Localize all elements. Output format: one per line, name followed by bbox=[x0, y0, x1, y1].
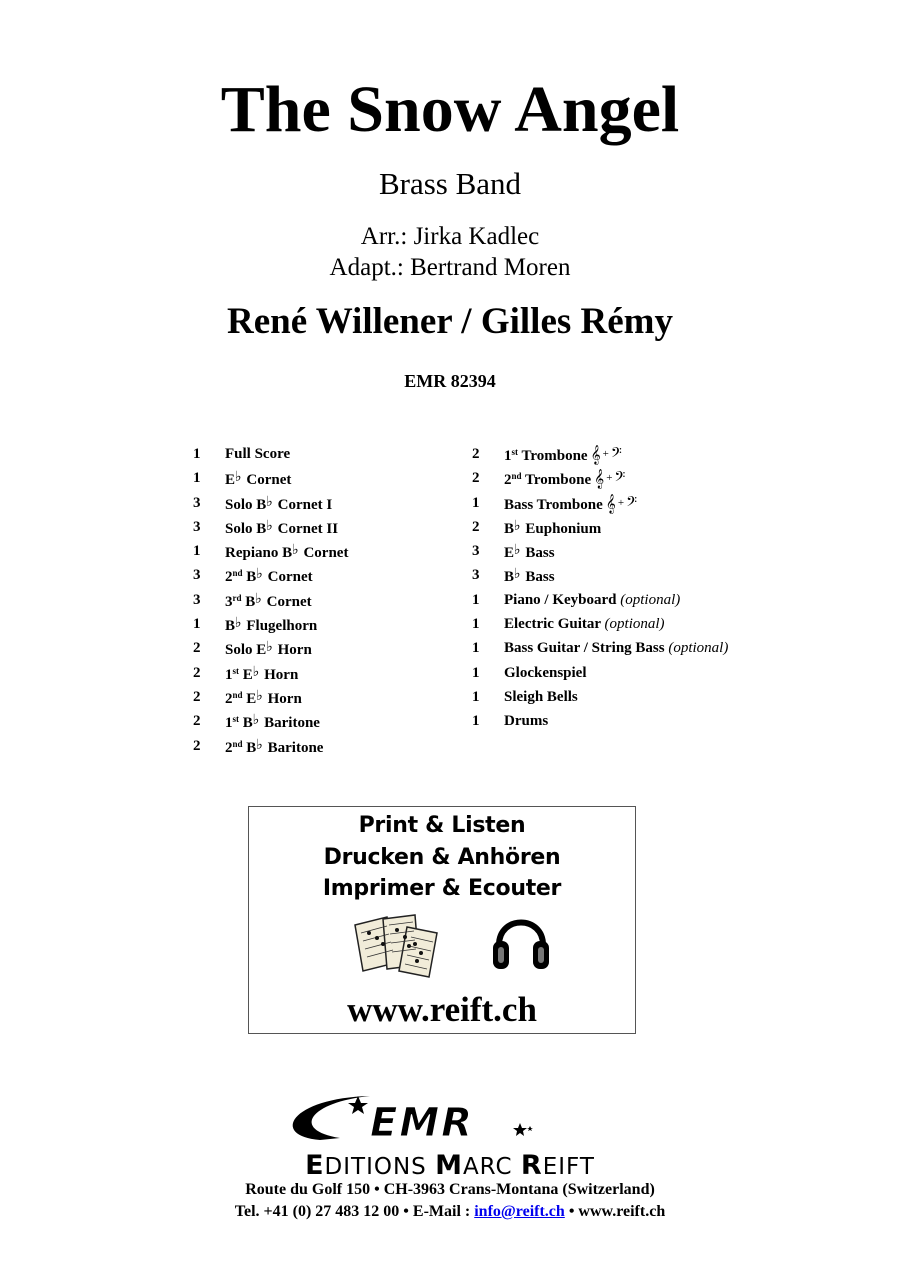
ordinal-suffix: nd bbox=[232, 689, 243, 700]
composers: René Willener / Gilles Rémy bbox=[226, 301, 673, 342]
part-quantity: 1 bbox=[193, 616, 201, 633]
part-name bbox=[225, 493, 453, 517]
part-row bbox=[472, 614, 792, 638]
flat-symbol: ♭ bbox=[255, 591, 262, 607]
part-name bbox=[504, 663, 792, 687]
part-name-text: Repiano B bbox=[225, 545, 293, 562]
part-quantity: 2 bbox=[472, 518, 480, 535]
sheet-music-icon bbox=[349, 911, 445, 979]
optional-note: (optional) bbox=[620, 591, 681, 608]
part-name bbox=[504, 711, 792, 735]
part-name-text: Horn bbox=[263, 690, 302, 707]
part-name-text: Piano / Keyboard bbox=[504, 591, 621, 608]
ordinal-suffix: st bbox=[232, 665, 239, 676]
part-row bbox=[472, 444, 792, 468]
part-quantity: 3 bbox=[472, 543, 480, 560]
part-name-text: E bbox=[239, 666, 253, 683]
part-name-text: 2 bbox=[225, 690, 233, 707]
part-name bbox=[225, 687, 453, 711]
part-quantity: 2 bbox=[193, 737, 201, 754]
publisher-part-1: DITIONS bbox=[324, 1154, 436, 1180]
part-row bbox=[193, 638, 453, 662]
part-name-text: B bbox=[242, 569, 257, 586]
part-name-text: Cornet bbox=[262, 593, 312, 610]
part-row bbox=[193, 493, 453, 517]
part-quantity: 1 bbox=[472, 664, 480, 681]
publisher-contact bbox=[0, 1202, 900, 1222]
optional-note: (optional) bbox=[668, 640, 729, 657]
email-link[interactable]: info@reift.ch bbox=[474, 1203, 565, 1220]
part-name-text: Bass bbox=[521, 545, 555, 562]
ordinal-suffix: st bbox=[232, 714, 239, 725]
part-name-text: Cornet bbox=[263, 569, 313, 586]
optional-note: (optional) bbox=[604, 616, 665, 633]
flat-symbol: ♭ bbox=[514, 567, 521, 583]
headphones-icon bbox=[489, 907, 553, 975]
part-name bbox=[504, 590, 792, 614]
flat-symbol: ♭ bbox=[266, 494, 273, 510]
clefs bbox=[606, 494, 637, 513]
part-quantity: 2 bbox=[472, 446, 480, 462]
adapter-credit: Adapt.: Bertrand Moren bbox=[329, 254, 571, 281]
part-name-text: 1 bbox=[225, 715, 233, 732]
part-name-text: B bbox=[504, 569, 515, 586]
part-row bbox=[193, 468, 453, 492]
instrumentation-subtitle: Brass Band bbox=[378, 166, 522, 201]
part-row bbox=[472, 517, 792, 541]
ordinal-suffix: st bbox=[511, 447, 518, 457]
part-quantity: 3 bbox=[193, 591, 201, 608]
publisher-part-2: ARC bbox=[462, 1154, 521, 1180]
flat-symbol: ♭ bbox=[514, 543, 521, 559]
part-name bbox=[504, 565, 792, 589]
part-quantity: 1 bbox=[193, 543, 201, 560]
part-name-text: Baritone bbox=[260, 715, 320, 732]
part-quantity: 2 bbox=[193, 713, 201, 730]
part-name bbox=[225, 517, 453, 541]
part-name-text: Cornet I bbox=[273, 496, 333, 513]
clefs bbox=[594, 469, 625, 488]
part-quantity: 1 bbox=[472, 591, 480, 608]
part-name bbox=[225, 736, 453, 760]
part-name bbox=[225, 614, 453, 638]
promo-line-fr: Imprimer & Ecouter bbox=[322, 876, 562, 901]
flat-symbol: ♭ bbox=[514, 518, 521, 534]
part-name bbox=[504, 687, 792, 711]
flat-symbol: ♭ bbox=[256, 737, 263, 753]
part-row bbox=[472, 590, 792, 614]
part-name bbox=[225, 468, 453, 492]
part-name bbox=[504, 468, 792, 492]
part-name bbox=[225, 638, 453, 662]
part-quantity: 2 bbox=[193, 640, 201, 657]
part-quantity: 3 bbox=[193, 494, 201, 511]
part-name-text: 1 bbox=[504, 448, 512, 464]
emr-logo bbox=[250, 1090, 550, 1148]
publisher-initial-e: E bbox=[305, 1150, 325, 1181]
part-name-text: Baritone bbox=[263, 739, 324, 756]
flat-symbol: ♭ bbox=[256, 688, 263, 704]
promo-line-en: Print & Listen bbox=[358, 813, 526, 838]
part-name-text: E bbox=[504, 545, 515, 562]
part-name bbox=[504, 517, 792, 541]
plus-sign: + bbox=[617, 496, 625, 509]
part-name-text: E bbox=[242, 690, 257, 707]
part-name bbox=[504, 614, 792, 638]
part-name bbox=[225, 590, 453, 614]
part-name-text: Horn bbox=[273, 642, 312, 659]
flat-symbol: ♭ bbox=[252, 713, 260, 729]
part-name-text: 2 bbox=[504, 472, 512, 489]
part-row bbox=[472, 711, 792, 735]
part-quantity: 1 bbox=[472, 713, 480, 730]
part-quantity: 2 bbox=[193, 688, 201, 705]
part-row bbox=[472, 663, 792, 687]
promo-line-de: Drucken & Anhören bbox=[323, 845, 561, 870]
part-name-text: Cornet bbox=[242, 472, 292, 489]
part-row bbox=[472, 638, 792, 662]
part-name bbox=[504, 444, 792, 468]
part-name-text: Trombone bbox=[521, 472, 592, 489]
part-name-text: Bass Trombone bbox=[504, 496, 603, 513]
part-quantity: 3 bbox=[193, 567, 201, 584]
part-name-text: Drums bbox=[504, 713, 549, 730]
part-row bbox=[193, 541, 453, 565]
part-name-text: E bbox=[225, 472, 236, 489]
part-name bbox=[504, 638, 792, 662]
part-name-text: 2 bbox=[225, 739, 233, 756]
part-name bbox=[225, 663, 453, 687]
part-row bbox=[193, 565, 453, 589]
publisher-part-3: EIFT bbox=[542, 1154, 595, 1180]
part-name-text: B bbox=[242, 739, 257, 756]
part-quantity: 1 bbox=[472, 494, 480, 511]
part-name bbox=[225, 711, 453, 735]
part-row bbox=[193, 517, 453, 541]
part-name-text: 2 bbox=[225, 569, 233, 586]
ordinal-suffix: nd bbox=[232, 568, 243, 579]
part-quantity: 1 bbox=[193, 446, 201, 462]
part-name-text: Horn bbox=[260, 666, 299, 683]
treble-clef-icon: 𝄞 bbox=[594, 469, 605, 489]
ordinal-suffix: nd bbox=[511, 471, 522, 482]
ordinal-suffix: nd bbox=[232, 738, 243, 749]
ordinal-suffix: rd bbox=[232, 592, 242, 603]
publisher-name bbox=[0, 1150, 900, 1181]
flat-symbol: ♭ bbox=[256, 567, 263, 583]
plus-sign: + bbox=[602, 448, 609, 460]
part-name-text: Electric Guitar bbox=[504, 616, 605, 633]
part-row bbox=[193, 687, 453, 711]
part-name-text: 1 bbox=[225, 666, 233, 683]
part-name bbox=[504, 493, 792, 517]
part-name bbox=[225, 541, 453, 565]
part-quantity: 1 bbox=[472, 640, 480, 657]
bass-clef-icon: 𝄢 bbox=[614, 469, 626, 489]
parts-list-right bbox=[472, 444, 792, 736]
part-name-text: Trombone bbox=[518, 448, 588, 464]
part-name-text: Glockenspiel bbox=[504, 664, 587, 681]
part-row bbox=[472, 493, 792, 517]
part-row bbox=[193, 711, 453, 735]
contact-tel: Tel. +41 (0) 27 483 12 00 • E-Mail : bbox=[234, 1203, 475, 1220]
part-row bbox=[193, 444, 453, 468]
part-name-text: Euphonium bbox=[521, 520, 602, 537]
part-row bbox=[472, 687, 792, 711]
part-name bbox=[225, 565, 453, 589]
part-name-text: Cornet bbox=[299, 545, 349, 562]
part-name bbox=[225, 444, 453, 468]
part-row bbox=[472, 468, 792, 492]
flat-symbol: ♭ bbox=[292, 543, 299, 559]
part-quantity: 3 bbox=[472, 567, 480, 584]
flat-symbol: ♭ bbox=[266, 518, 273, 534]
flat-symbol: ♭ bbox=[266, 640, 273, 656]
part-name-text: Sleigh Bells bbox=[504, 688, 578, 705]
arranger-credit: Arr.: Jirka Kadlec bbox=[360, 223, 540, 250]
bass-clef-icon: 𝄢 bbox=[626, 493, 637, 513]
part-name-text: Solo B bbox=[225, 496, 267, 513]
part-name-text: Full Score bbox=[225, 446, 291, 462]
parts-list-left bbox=[193, 444, 453, 760]
emr-logo-text: EMR bbox=[370, 1100, 474, 1146]
part-row bbox=[193, 614, 453, 638]
bass-clef-icon: 𝄢 bbox=[610, 445, 622, 464]
part-row bbox=[193, 590, 453, 614]
part-row bbox=[472, 541, 792, 565]
part-quantity: 1 bbox=[472, 688, 480, 705]
flat-symbol: ♭ bbox=[252, 664, 260, 680]
part-name-text: Bass Guitar / String Bass bbox=[504, 640, 669, 657]
part-quantity: 1 bbox=[472, 616, 480, 633]
treble-clef-icon: 𝄞 bbox=[590, 445, 601, 464]
contact-web: • www.reift.ch bbox=[564, 1203, 666, 1220]
publisher-initial-m: M bbox=[435, 1150, 463, 1181]
print-listen-box[interactable] bbox=[248, 806, 636, 1034]
page-title: The Snow Angel bbox=[220, 73, 680, 146]
treble-clef-icon: 𝄞 bbox=[605, 493, 616, 513]
promo-url[interactable]: www.reift.ch bbox=[347, 990, 537, 1029]
catalog-number: EMR 82394 bbox=[404, 371, 496, 391]
part-name-text: 3 bbox=[225, 593, 233, 610]
part-row bbox=[472, 565, 792, 589]
part-name-text: B bbox=[241, 593, 256, 610]
plus-sign: + bbox=[606, 472, 613, 485]
part-name-text: B bbox=[239, 715, 253, 732]
publisher-initial-r: R bbox=[520, 1150, 543, 1181]
part-name-text: B bbox=[225, 618, 236, 635]
flat-symbol: ♭ bbox=[235, 470, 242, 486]
flat-symbol: ♭ bbox=[235, 616, 242, 632]
part-quantity: 1 bbox=[193, 470, 201, 487]
part-name bbox=[504, 541, 792, 565]
part-row bbox=[193, 736, 453, 760]
part-name-text: Bass bbox=[521, 569, 555, 586]
part-name-text: B bbox=[504, 520, 515, 537]
part-name-text: Flugelhorn bbox=[242, 618, 318, 635]
part-quantity: 2 bbox=[472, 470, 480, 487]
part-name-text: Cornet II bbox=[273, 520, 339, 537]
part-name-text: Solo E bbox=[225, 642, 267, 659]
part-name-text: Solo B bbox=[225, 520, 267, 537]
part-quantity: 3 bbox=[193, 518, 201, 535]
part-quantity: 2 bbox=[193, 664, 201, 681]
publisher-address: Route du Golf 150 • CH-3963 Crans-Montana (Switzerland) bbox=[245, 1181, 655, 1198]
clefs bbox=[591, 445, 622, 464]
part-row bbox=[193, 663, 453, 687]
